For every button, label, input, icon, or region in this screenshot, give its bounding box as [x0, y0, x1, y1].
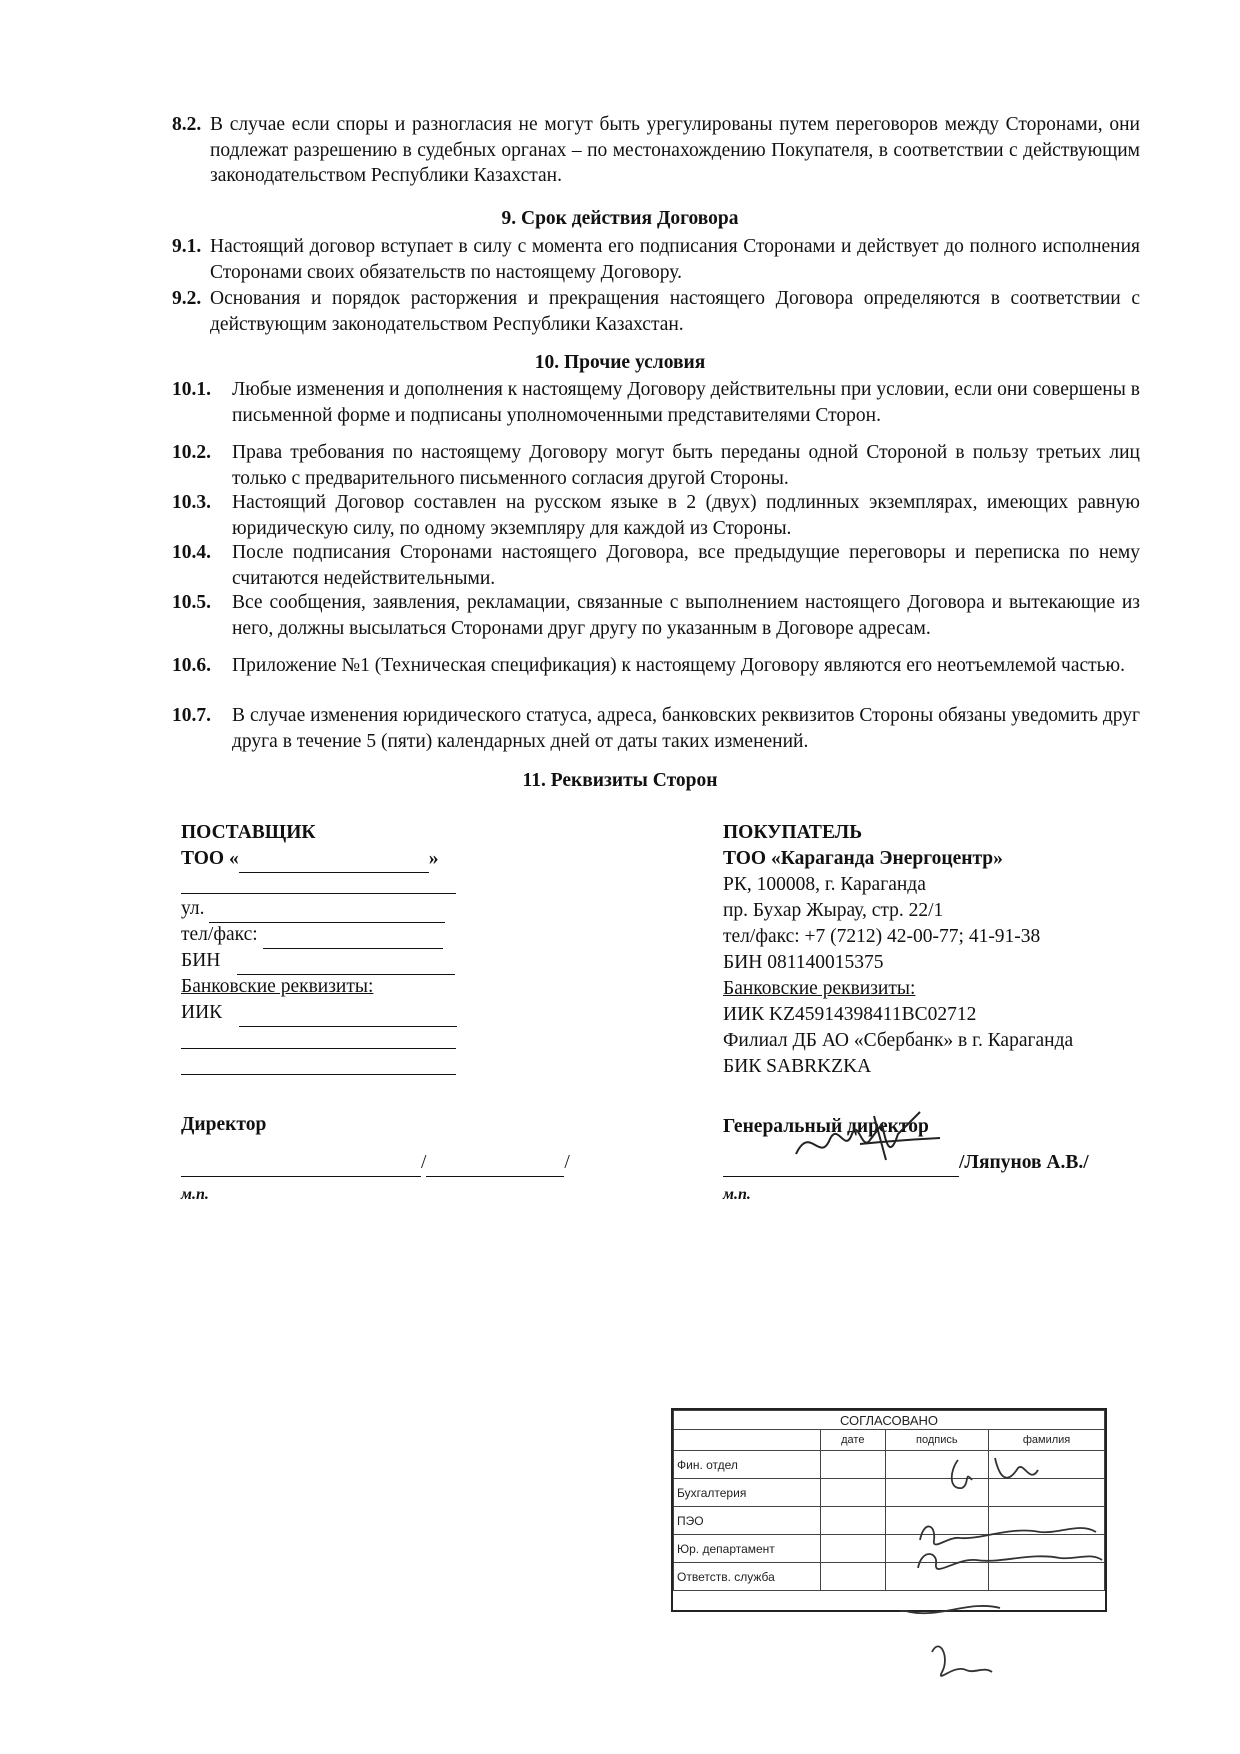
- buyer-bank-name: Филиал ДБ АО «Сбербанк» в г. Караганда: [723, 1030, 1074, 1051]
- approval-cell: [821, 1507, 886, 1535]
- supplier-phone-blank: [263, 922, 443, 949]
- section-10-title: 10. Прочие условия: [534, 352, 706, 373]
- buyer-director-name: /Ляпунов А.В./: [959, 1152, 1089, 1173]
- approval-row-label: Бухгалтерия: [674, 1479, 821, 1507]
- clause-text: Права требования по настоящему Договору могут быть переданы одной Стороной в пользу третьих лиц только с предварительного письменного согласия другой Стороны.: [232, 442, 1140, 489]
- clause-text: Настоящий договор вступает в силу с момента его подписания Сторонами и действует до полного исполнения Сторонами своих обязательств по настоящему Договору.: [210, 236, 1140, 283]
- supplier-street-blank: [209, 896, 445, 923]
- supplier-phone-label: тел/факс:: [181, 924, 258, 945]
- supplier-iik: [181, 1000, 457, 1027]
- clause-number: 10.4.: [172, 542, 211, 563]
- section-11-title: 11. Реквизиты Сторон: [522, 770, 718, 791]
- clause-text: Все сообщения, заявления, рекламации, связанные с выполнением настоящего Договора и вытекающие из него, должны высылаться Сторонами друг другу по указанным в Договоре адресам.: [232, 592, 1140, 639]
- buyer-address-2: пр. Бухар Жырау, стр. 22/1: [723, 900, 944, 921]
- approval-cell: [821, 1535, 886, 1563]
- clause-10-5: [172, 590, 1140, 641]
- clause-8-2: [172, 112, 1140, 189]
- supplier-iik-blank: [239, 1000, 457, 1027]
- blank-line: [181, 1048, 456, 1049]
- buyer-company: ТОО «Караганда Энергоцентр»: [723, 848, 1003, 869]
- supplier-stamp-place: м.п.: [181, 1186, 209, 1203]
- supplier-director-label: Директор: [181, 1114, 267, 1135]
- clause-9-1: [172, 234, 1140, 285]
- supplier-company-suffix: »: [428, 848, 439, 869]
- clause-9-2: [172, 286, 1140, 337]
- signature-separator: /: [421, 1152, 427, 1173]
- clause-number: 10.6.: [172, 655, 211, 676]
- clause-text: После подписания Сторонами настоящего Договора, все предыдущие переговоры и переписка по нему считаются недействительными.: [232, 542, 1140, 589]
- clause-number: 10.5.: [172, 592, 211, 613]
- approval-col-surname: фамилия: [989, 1430, 1105, 1451]
- clause-10-6: [172, 653, 1140, 679]
- supplier-iik-label: ИИК: [181, 1002, 223, 1023]
- clause-number: 9.1.: [172, 236, 202, 257]
- supplier-street: [181, 896, 445, 923]
- buyer-director-label: Генеральный директор: [723, 1116, 929, 1137]
- approval-col-date: дате: [821, 1430, 886, 1451]
- supplier-signature-line: [181, 1150, 570, 1177]
- supplier-company-blank: [239, 846, 429, 873]
- section-9-title: 9. Срок действия Договора: [501, 208, 739, 229]
- supplier-street-label: ул.: [181, 898, 205, 919]
- approval-handwriting: [900, 1440, 1110, 1690]
- buyer-heading: ПОКУПАТЕЛЬ: [723, 822, 863, 843]
- approval-row-label: Юр. департамент: [674, 1535, 821, 1563]
- clause-number: 10.2.: [172, 442, 211, 463]
- clause-text: Основания и порядок расторжения и прекращения настоящего Договора определяются в соответствии с действующим законодательством Республики Казахстан.: [210, 288, 1140, 335]
- approval-row-label: ПЭО: [674, 1507, 821, 1535]
- approval-cell: [821, 1563, 886, 1591]
- approval-col-signature: подпись: [885, 1430, 989, 1451]
- buyer-phone: тел/факс: +7 (7212) 42-00-77; 41-91-38: [723, 926, 1041, 947]
- clause-10-3: [172, 490, 1140, 541]
- supplier-company: [181, 846, 438, 873]
- buyer-bank-label: Банковские реквизиты:: [723, 978, 916, 999]
- clause-number: 10.3.: [172, 492, 211, 513]
- buyer-bin: БИН 081140015375: [723, 952, 884, 973]
- supplier-bin: [181, 948, 455, 975]
- clause-text: Приложение №1 (Техническая спецификация) к настоящему Договору являются его неотъемлемой частью.: [232, 655, 1125, 676]
- approval-cell: [821, 1451, 886, 1479]
- clause-10-4: [172, 540, 1140, 591]
- clause-10-7: [172, 703, 1140, 754]
- supplier-bin-label: БИН: [181, 950, 221, 971]
- clause-number: 8.2.: [172, 114, 202, 135]
- approval-header-empty: [674, 1430, 821, 1451]
- approval-row-label: Фин. отдел: [674, 1451, 821, 1479]
- director-signature: [790, 1104, 960, 1174]
- buyer-address-1: РК, 100008, г. Караганда: [723, 874, 926, 895]
- supplier-company-prefix: ТОО «: [181, 848, 239, 869]
- supplier-bin-blank: [237, 948, 455, 975]
- clause-number: 9.2.: [172, 288, 202, 309]
- clause-number: 10.7.: [172, 705, 211, 726]
- supplier-heading: ПОСТАВЩИК: [181, 822, 316, 843]
- approval-row-label: Ответств. служба: [674, 1563, 821, 1591]
- clause-text: Любые изменения и дополнения к настоящему Договору действительны при условии, если они совершены в письменной форме и подписаны уполномоченными представителями Сторон.: [232, 379, 1140, 426]
- clause-number: 10.1.: [172, 379, 211, 400]
- blank-line: [181, 893, 456, 894]
- supplier-name-blank: [426, 1150, 564, 1177]
- clause-10-2: [172, 440, 1140, 491]
- clause-text: Настоящий Договор составлен на русском языке в 2 (двух) подлинных экземплярах, имеющих равную юридическую силу, по одному экземпляру для каждой из Стороны.: [232, 492, 1140, 539]
- buyer-stamp-place: м.п.: [723, 1186, 751, 1203]
- supplier-signature-blank: [181, 1150, 421, 1177]
- approval-cell: [821, 1479, 886, 1507]
- clause-10-1: [172, 377, 1140, 428]
- supplier-phone: [181, 922, 443, 949]
- buyer-bik: БИК SABRKZKA: [723, 1056, 872, 1077]
- blank-line: [181, 1074, 456, 1075]
- clause-text: В случае изменения юридического статуса, адреса, банковских реквизитов Стороны обязаны уведомить друг друга в течение 5 (пяти) календарных дней от даты таких изменений.: [232, 705, 1140, 752]
- supplier-bank-label: Банковские реквизиты:: [181, 976, 374, 997]
- clause-text: В случае если споры и разногласия не могут быть урегулированы путем переговоров между Сторонами, они подлежат разрешению в судебных органах – по местонахождению Покупателя, в соответствии с действующим законодательством Республики Казахстан.: [210, 114, 1140, 186]
- approval-title: СОГЛАСОВАНО: [674, 1411, 1105, 1430]
- signature-separator: /: [564, 1152, 570, 1173]
- buyer-iik: ИИК KZ45914398411BC02712: [723, 1004, 977, 1025]
